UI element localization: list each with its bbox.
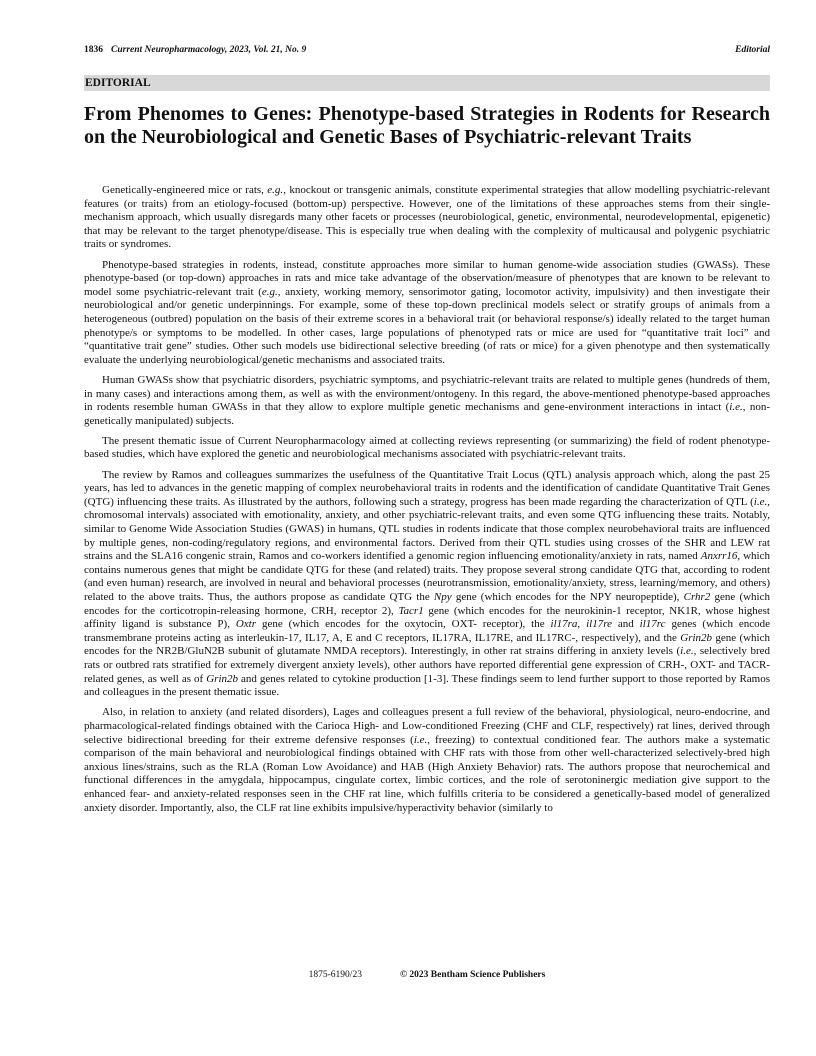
article-body <box>84 184 770 822</box>
issn: 1875-6190/23 <box>308 970 362 980</box>
journal-citation: Current Neuropharmacology, 2023, Vol. 21, No. 9 <box>111 45 307 55</box>
paragraph-5: The review by Ramos and colleagues summarizes the usefulness of the Quantitative Trait Locus (QTL) analysis approach which, along the past 25 years, has led to advances in the genetic mapping of complex neurobehavioral traits in rodents and the identification of candidate Quantitative Trait Genes (QTG) influencing these traits. As illustrated by the authors, following such a strategy, progress has been made regarding the characterization of QTL (i.e., chromosomal intervals) associated with emotionality, anxiety, and other psychiatric-relevant traits, and even some QTG influencing these traits. Notably, similar to Genome Wide Association Studies (GWAS) in humans, QTL studies in rodents indicate that those complex neurobehavioral traits are influenced by multiple genes, non-coding/regulatory regions, and environmental factors. Derived from their QTL studies using crosses of the SHR and LEW rat strains and the SLA16 congenic strain, Ramos and co-workers identified a genomic region influencing emotionality/anxiety in rats, named Anxrr16, which contains numerous genes that might be candidate QTG for these (and related) traits. They propose several strong candidate QTG that, according to rodent (and even human) research, are involved in neural and behavioral processes (neurotransmission, emotionality/anxiety, stress, learning/memory, and others) related to the above traits. Thus, the authors propose as candidate QTG the Npy gene (which encodes for the NPY neuropeptide), Crhr2 gene (which encodes for the corticotropin-releasing hormone, CRH, receptor 2), Tacr1 gene (which encodes for the neurokinin-1 receptor, NK1R, whose highest affinity ligand is substance P), Oxtr gene (which encodes for the oxytocin, OXT- receptor), the il17ra, il17re and il17rc genes (which encode transmembrane proteins acting as interleukin-17, IL17, A, E and C receptors, IL17RA, IL17RE, and IL17RC-, respectively), and the Grin2b gene (which encodes for the NR2B/GluN2B subunit of glutamate NMDA receptors). Interestingly, in other rat strains differing in anxiety levels (i.e., selectively bred rats or outbred rats stratified for extremely divergent anxiety levels), other authors have reported differential gene expression of CRH-, OXT- and TACR-related genes, as well as of Grin2b and genes related to cytokine production [1-3]. These findings seem to lend further support to those reported by Ramos and colleagues in the present thematic issue. <box>84 468 771 699</box>
page-footer <box>84 970 770 980</box>
copyright: © 2023 Bentham Science Publishers <box>399 970 546 980</box>
section-bar: EDITORIAL <box>84 75 770 91</box>
section-label: Editorial <box>735 45 770 55</box>
paragraph-6: Also, in relation to anxiety (and related disorders), Lages and colleagues present a full review of the behavioral, physiological, neuro-endocrine, and pharmacological-related findings obtained with the Carioca High- and Low-conditioned Freezing (CHF and CLF, respectively) rat lines, derived through selective bidirectional breeding for their extreme defensive responses (i.e., freezing) to contextual conditioned fear. The authors make a systematic comparison of the main behavioral and neurobiological findings obtained with CHF rats with those from other well-characterized selectively-bred high anxious lines/strains, such as the RLA (Roman Low Avoidance) and HAB (High Anxiety Behavior) rats. The authors propose that neurochemical and functional differences in the amygdala, hippocampus, cingulate cortex, limbic cortices, and the role of serotoninergic mediation give support to the enhanced fear- and anxiety-related responses seen in the CHF rat line, which fulfills criteria to be considered a genetically-based model of generalized anxiety disorder. Importantly, also, the CLF rat line exhibits impulsive/hyperactivity behavior (similarly to <box>84 706 770 814</box>
page-number: 1836 <box>84 45 103 55</box>
running-head <box>84 45 770 59</box>
paragraph-4: The present thematic issue of Current Neuropharmacology aimed at collecting reviews representing (or summarizing) the field of rodent phenotype-based studies, which have explored the genetic and neurobiological mechanisms associated with psychiatric-relevant traits. <box>84 434 770 461</box>
paragraph-3: Human GWASs show that psychiatric disorders, psychiatric symptoms, and psychiatric-relevant traits are related to multiple genes (hundreds of them, in many cases) and interactions among them, as well as with the environment/ontogeny. In this regard, the above-mentioned phenotype-based approaches in rodents resemble human GWASs in that they allow to explore multiple genetic mechanisms and gene-environment interactions in intact (i.e., non-genetically manipulated) subjects. <box>84 373 770 427</box>
paragraph-2: Phenotype-based strategies in rodents, instead, constitute approaches more similar to human genome-wide association studies (GWASs). These phenotype-based (or top-down) approaches in rats and mice take advantage of the observation/measure of phenotypes that are known to be relevant to model some psychiatric-relevant trait (e.g., anxiety, working memory, sensorimotor gating, locomotor activity, impulsivity) and then investigate their neurobiological and/or genetic underpinnings. For example, some of these top-down preclinical models select or stratify groups of animals from a heterogeneous (outbred) population on the basis of their extreme scores in a behavioral trait (or behavioral response/s) ideally related to the target human phenotype/s or symptoms to be modelled. In other cases, large populations of phenotyped rats or mice are used for “quantitative trait loci” and “quantitative trait gene” studies. Other such models use bidirectional selective breeding (of rats or mice) for a given phenotype and then systematically evaluate the underlying neurobiological/genetic mechanisms and associated traits. <box>84 258 770 366</box>
paragraph-1: Genetically-engineered mice or rats, e.g., knockout or transgenic animals, constitute experimental strategies that allow modelling psychiatric-relevant features (or traits) from an etiology-focused (bottom-up) perspective. However, one of the limitations of these approaches stems from their single-mechanism approach, which usually disregards many other facets or processes (neurobiological, genetic, environmental, neurodevelopmental, epigenetic) that may be relevant to the target phenotype/disease. This is especially true when dealing with the complexity of multicausal and polygenic psychiatric traits or syndromes. <box>84 184 770 251</box>
running-head-left <box>84 45 306 55</box>
article-title: From Phenomes to Genes: Phenotype-based Strategies in Rodents for Research on the Neurobiological and Genetic Bases of Psychiatric-relevant Traits <box>84 103 770 148</box>
